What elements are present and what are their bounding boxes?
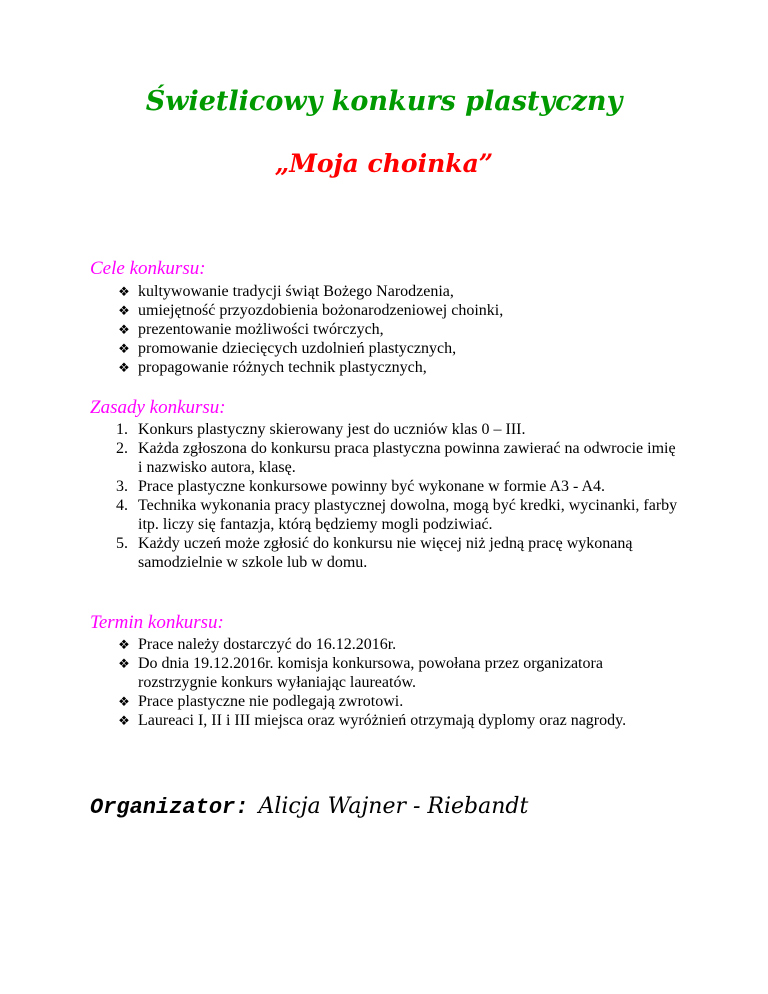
goals-list xyxy=(118,282,718,377)
organizer-name: Alicja Wajner - Riebandt xyxy=(258,794,529,819)
organizer-label: Organizator: xyxy=(90,795,249,820)
rules-item: 5. Każdy uczeń może zgłosić do konkursu nie więcej niż jedną pracę wykonaną samodzielnie w szkole lub w domu. xyxy=(116,535,633,571)
document-title: Świetlicowy konkurs plastyczny xyxy=(145,86,623,117)
deadline-list xyxy=(118,635,683,730)
deadline-item: ❖ Prace plastyczne nie podlegają zwrotowi. xyxy=(138,692,683,711)
deadline-heading: Termin konkursu: xyxy=(90,612,224,633)
document-subtitle: „Moja choinka” xyxy=(274,149,494,178)
goals-item: ❖ kultywowanie tradycji świąt Bożego Narodzenia, xyxy=(138,282,718,301)
rules-item: 3. Prace plastyczne konkursowe powinny być wykonane w formie A3 - A4. xyxy=(116,478,605,495)
diamond-bullet-icon: ❖ xyxy=(118,637,130,652)
deadline-item: ❖ Do dnia 19.12.2016r. komisja konkursowa, powołana przez organizatora rozstrzygnie konkurs wyłaniając laureatów. xyxy=(138,654,683,692)
diamond-bullet-icon: ❖ xyxy=(118,360,130,375)
goals-heading: Cele konkursu: xyxy=(90,258,206,279)
diamond-bullet-icon: ❖ xyxy=(118,284,130,299)
diamond-bullet-icon: ❖ xyxy=(118,656,130,671)
diamond-bullet-icon: ❖ xyxy=(118,322,130,337)
deadline-item: ❖ Laureaci I, II i III miejsca oraz wyróżnień otrzymają dyplomy oraz nagrody. xyxy=(138,711,683,730)
rules-item: 1. Konkurs plastyczny skierowany jest do uczniów klas 0 – III. xyxy=(116,421,526,438)
diamond-bullet-icon: ❖ xyxy=(118,713,130,728)
goals-item: ❖ prezentowanie możliwości twórczych, xyxy=(138,320,718,339)
rules-item: 2. Każda zgłoszona do konkursu praca plastyczna powinna zawierać na odwrocie imię i nazwisko autora, klasę. xyxy=(116,440,676,476)
goals-item: ❖ umiejętność przyozdobienia bożonarodzeniowej choinki, xyxy=(138,301,718,320)
rules-item: 4. Technika wykonania pracy plastycznej dowolna, mogą być kredki, wycinanki, farby itp. liczy się fantazja, którą będziemy mogli podziwiać. xyxy=(116,497,678,533)
diamond-bullet-icon: ❖ xyxy=(118,341,130,356)
goals-item: ❖ propagowanie różnych technik plastycznych, xyxy=(138,358,718,377)
diamond-bullet-icon: ❖ xyxy=(118,694,130,709)
diamond-bullet-icon: ❖ xyxy=(118,303,130,318)
deadline-item: ❖ Prace należy dostarczyć do 16.12.2016r. xyxy=(138,635,683,654)
rules-heading: Zasady konkursu: xyxy=(90,397,226,418)
rules-list xyxy=(116,420,678,572)
goals-item: ❖ promowanie dziecięcych uzdolnień plastycznych, xyxy=(138,339,718,358)
organizer-line xyxy=(90,792,528,824)
